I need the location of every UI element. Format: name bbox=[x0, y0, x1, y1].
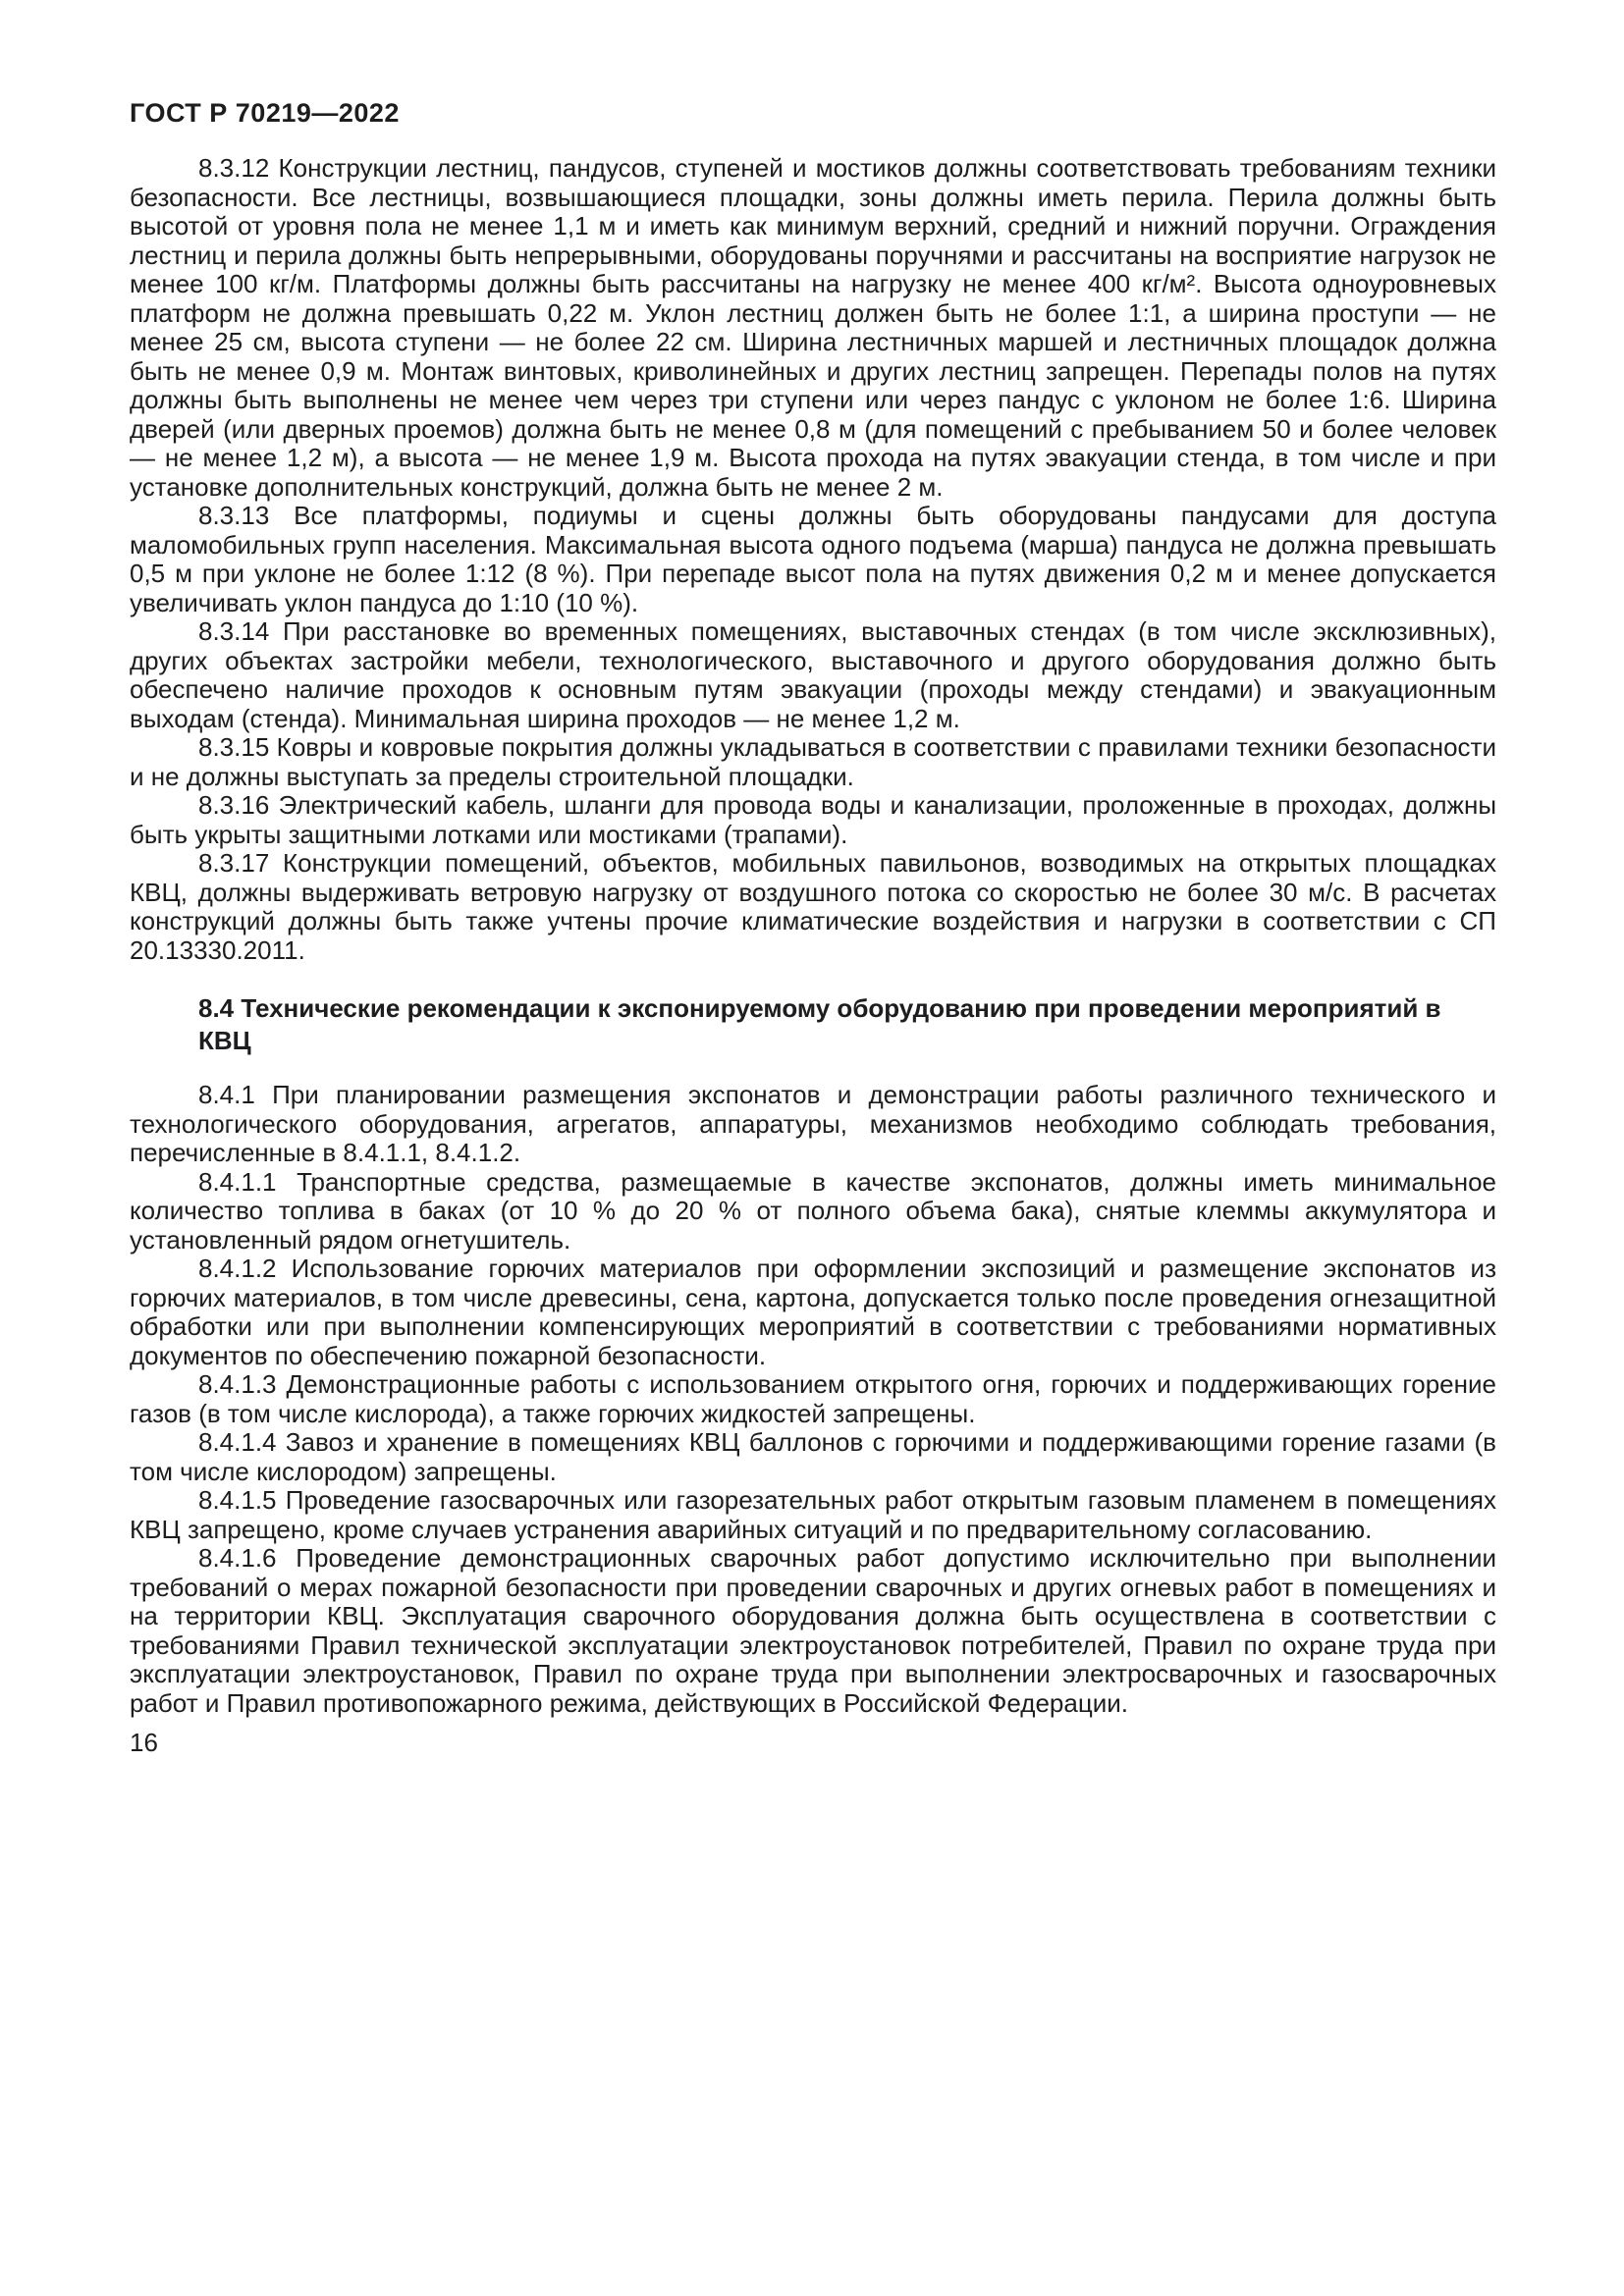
paragraph: 8.4.1.3 Демонстрационные работы с использованием открытого огня, горючих и поддерживающих горение газов (в том числе кислорода), а также горючих жидкостей запрещены. bbox=[130, 1369, 1496, 1428]
page-number: 16 bbox=[130, 1728, 158, 1757]
paragraph: 8.4.1.4 Завоз и хранение в помещениях КВЦ баллонов с горючими и поддерживающими горение газами (в том числе кислородом) запрещены. bbox=[130, 1427, 1496, 1486]
paragraph: 8.4.1 При планировании размещения экспонатов и демонстрации работы различного технического и технологического оборудования, агрегатов, аппаратуры, механизмов необходимо соблюдать требования, перечисленные в 8.4.1.1, 8.4.1.2. bbox=[130, 1080, 1496, 1167]
paragraph: 8.3.13 Все платформы, подиумы и сцены должны быть оборудованы пандусами для доступа маломобильных групп населения. Максимальная высота одного подъема (марша) пандуса не должна превышать 0,5 м при уклоне не более 1:12 (8 %). При перепаде высот пола на путях движения 0,2 м и менее допускается увеличивать уклон пандуса до 1:10 (10 %). bbox=[130, 501, 1496, 617]
paragraph: 8.4.1.6 Проведение демонстрационных сварочных работ допустимо исключительно при выполнении требований о мерах пожарной безопасности при проведении сварочных и других огневых работ в помещениях и на территории КВЦ. Эксплуатация сварочного оборудования должна быть осуществлена в соответствии с требованиями Правил технической эксплуатации электроустановок потребителей, Правил по охране труда при эксплуатации электроустановок, Правил по охране труда при выполнении электросварочных и газосварочных работ и Правил противопожарного режима, действующих в Российской Федерации. bbox=[130, 1543, 1496, 1718]
document-header-title: ГОСТ Р 70219—2022 bbox=[130, 98, 400, 128]
paragraph: 8.3.14 При расстановке во временных помещениях, выставочных стендах (в том числе эксклюзивных), других объектах застройки мебели, технологического, выставочного и другого оборудования должно быть обеспечено наличие проходов к основным путям эвакуации (проходы между стендами) и эвакуационным выходам (стенда). Минимальная ширина проходов — не менее 1,2 м. bbox=[130, 616, 1496, 733]
paragraph: 8.4.1.5 Проведение газосварочных или газорезательных работ открытым газовым пламенем в помещениях КВЦ запрещено, кроме случаев устранения аварийных ситуаций и по предварительному согласованию. bbox=[130, 1485, 1496, 1544]
paragraph: 8.3.17 Конструкции помещений, объектов, мобильных павильонов, возводимых на открытых площадках КВЦ, должны выдерживать ветровую нагрузку от воздушного потока со скоростью не более 30 м/с. В расчетах конструкций должны быть также учтены прочие климатические воздействия и нагрузки в соответствии с СП 20.13330.2011. bbox=[130, 848, 1496, 965]
paragraph: 8.3.12 Конструкции лестниц, пандусов, ступеней и мостиков должны соответствовать требованиям техники безопасности. Все лестницы, возвышающиеся площадки, зоны должны иметь перила. Перила должны быть высотой от уровня пола не менее 1,1 м и иметь как минимум верхний, средний и нижний поручни. Ограждения лестниц и перила должны быть непрерывными, оборудованы поручнями и рассчитаны на восприятие нагрузок не менее 100 кг/м. Платформы должны быть рассчитаны на нагрузку не менее 400 кг/м². Высота одноуровневых платформ не должна превышать 0,22 м. Уклон лестниц должен быть не более 1:1, а ширина проступи — не менее 25 см, высота ступени — не более 22 см. Ширина лестничных маршей и лестничных площадок должна быть не менее 0,9 м. Монтаж винтовых, криволинейных и других лестниц запрещен. Перепады полов на путях должны быть выполнены не менее чем через три ступени или через пандус с уклоном не более 1:6. Ширина дверей (или дверных проемов) должна быть не менее 0,8 м (для помещений с пребыванием 50 и более человек — не менее 1,2 м), а высота — не менее 1,9 м. Высота прохода на путях эвакуации стенда, в том числе и при установке дополнительных конструкций, должна быть не менее 2 м. bbox=[130, 153, 1496, 502]
paragraph: 8.3.15 Ковры и ковровые покрытия должны укладываться в соответствии с правилами техники безопасности и не должны выступать за пределы строительной площадки. bbox=[130, 732, 1496, 791]
paragraph: 8.4.1.2 Использование горючих материалов при оформлении экспозиций и размещение экспонатов из горючих материалов, в том числе древесины, сена, картона, допускается только после проведения огнезащитной обработки или при выполнении компенсирующих мероприятий в соответствии с требованиями нормативных документов по обеспечению пожарной безопасности. bbox=[130, 1254, 1496, 1370]
paragraph: 8.4.1.1 Транспортные средства, размещаемые в качестве экспонатов, должны иметь минимальное количество топлива в баках (от 10 % до 20 % от полного объема бака), снятые клеммы аккумулятора и установленный рядом огнетушитель. bbox=[130, 1166, 1496, 1255]
document-body bbox=[130, 154, 1496, 1718]
section-heading: 8.4 Технические рекомендации к экспонируемому оборудованию при проведении мероприятий в КВЦ bbox=[198, 993, 1441, 1055]
paragraph: 8.3.16 Электрический кабель, шланги для провода воды и канализации, проложенные в проходах, должны быть укрыты защитными лотками или мостиками (трапами). bbox=[130, 790, 1496, 849]
